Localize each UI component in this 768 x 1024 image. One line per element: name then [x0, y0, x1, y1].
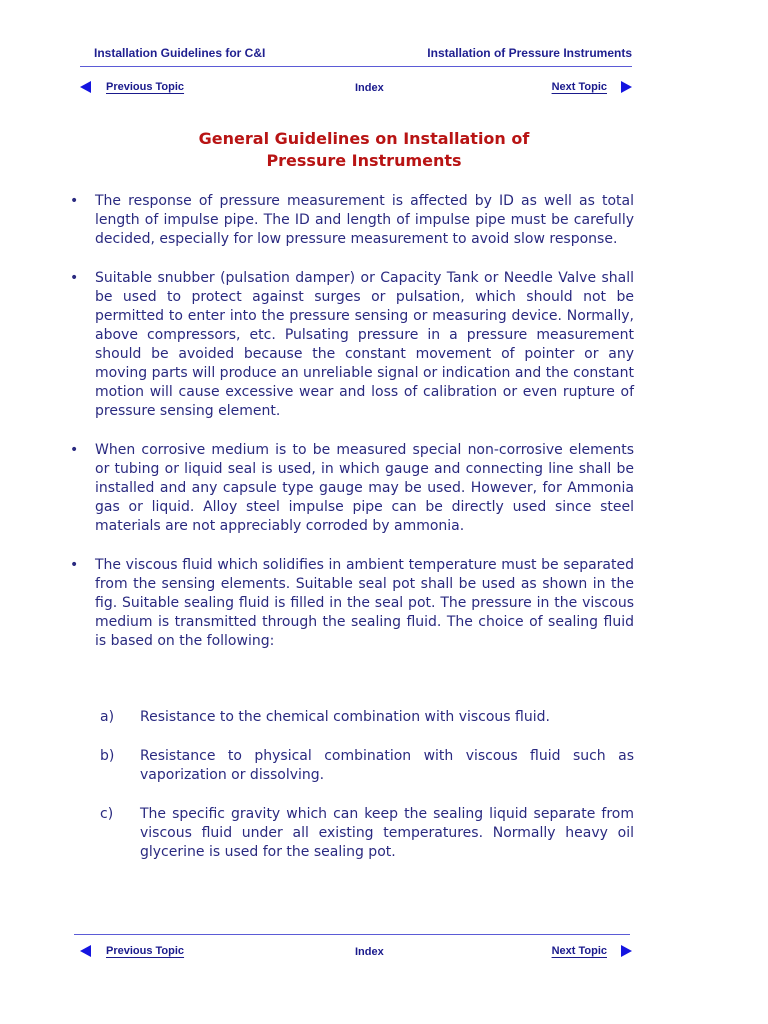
criteria-marker: b) [100, 748, 115, 764]
criteria-item [100, 805, 634, 862]
previous-topic-link[interactable]: Previous Topic [106, 81, 185, 93]
header-divider [80, 66, 632, 67]
next-topic-nav[interactable] [552, 81, 632, 93]
index-link[interactable]: Index [355, 82, 384, 94]
bullet-icon: • [70, 193, 79, 209]
criteria-item [100, 708, 634, 727]
criteria-text: The specific gravity which can keep the sealing liquid separate from viscous fluid under all existing temperatures. Normally heavy oil glycerine is used for the sealing pot. [140, 806, 634, 860]
arrow-left-icon[interactable] [80, 945, 91, 957]
previous-topic-nav[interactable] [80, 81, 184, 93]
header-section-title: Installation of Pressure Instruments [427, 46, 632, 60]
arrow-left-icon[interactable] [80, 81, 91, 93]
guideline-item [68, 192, 634, 249]
page-title [94, 128, 634, 172]
guidelines-list [68, 192, 634, 651]
index-link[interactable]: Index [355, 946, 384, 958]
bullet-icon: • [70, 270, 79, 286]
criteria-text: Resistance to the chemical combination with viscous fluid. [140, 709, 550, 725]
guideline-text: The response of pressure measurement is affected by ID as well as total length of impulse pipe. The ID and length of impulse pipe must be carefully decided, especially for low pressure measurement to avoid slow response. [95, 193, 634, 247]
header-document-title: Installation Guidelines for C&I [94, 46, 266, 60]
arrow-right-icon[interactable] [621, 945, 632, 957]
guideline-text: The viscous fluid which solidifies in ambient temperature must be separated from the sensing elements. Suitable seal pot shall be used as shown in the fig. Suitable sealing fluid is filled in the seal pot. The pressure in the viscous medium is transmitted through the sealing fluid. The choice of sealing fluid is based on the following: [95, 557, 634, 649]
sealing-fluid-criteria-list [100, 708, 634, 882]
top-navigation [80, 81, 632, 101]
guidelines-content [68, 192, 634, 671]
criteria-marker: c) [100, 806, 114, 822]
next-topic-nav[interactable] [552, 945, 632, 957]
bullet-icon: • [70, 557, 79, 573]
footer-divider [74, 934, 630, 935]
page-title-line-2: Pressure Instruments [266, 151, 462, 170]
guideline-text: Suitable snubber (pulsation damper) or Capacity Tank or Needle Valve shall be used to protect against surges or pulsation, which should not be permitted to enter into the pressure sensing or measuring device. Normally, above compressors, etc. Pulsating pressure in a pressure measurement should be avoided because the constant movement of pointer or any moving parts will produce an unreliable signal or indication and the constant motion will cause excessive wear and loss of calibration or even rupture of pressure sensing element. [95, 270, 634, 419]
guideline-text: When corrosive medium is to be measured special non-corrosive elements or tubing or liquid seal is used, in which gauge and connecting line shall be installed and any capsule type gauge may be used. However, for Ammonia gas or liquid. Alloy steel impulse pipe can be directly used since steel materials are not appreciably corroded by ammonia. [95, 442, 634, 534]
guideline-item [68, 556, 634, 651]
criteria-item [100, 747, 634, 785]
next-topic-link[interactable]: Next Topic [551, 945, 607, 957]
arrow-right-icon[interactable] [621, 81, 632, 93]
bullet-icon: • [70, 442, 79, 458]
guideline-item [68, 269, 634, 421]
criteria-text: Resistance to physical combination with viscous fluid such as vaporization or dissolving. [140, 748, 634, 783]
previous-topic-nav[interactable] [80, 945, 184, 957]
page-title-line-1: General Guidelines on Installation of [198, 129, 530, 148]
next-topic-link[interactable]: Next Topic [551, 81, 607, 93]
previous-topic-link[interactable]: Previous Topic [106, 945, 185, 957]
criteria-marker: a) [100, 709, 115, 725]
guideline-item [68, 441, 634, 536]
bottom-navigation [80, 945, 632, 965]
